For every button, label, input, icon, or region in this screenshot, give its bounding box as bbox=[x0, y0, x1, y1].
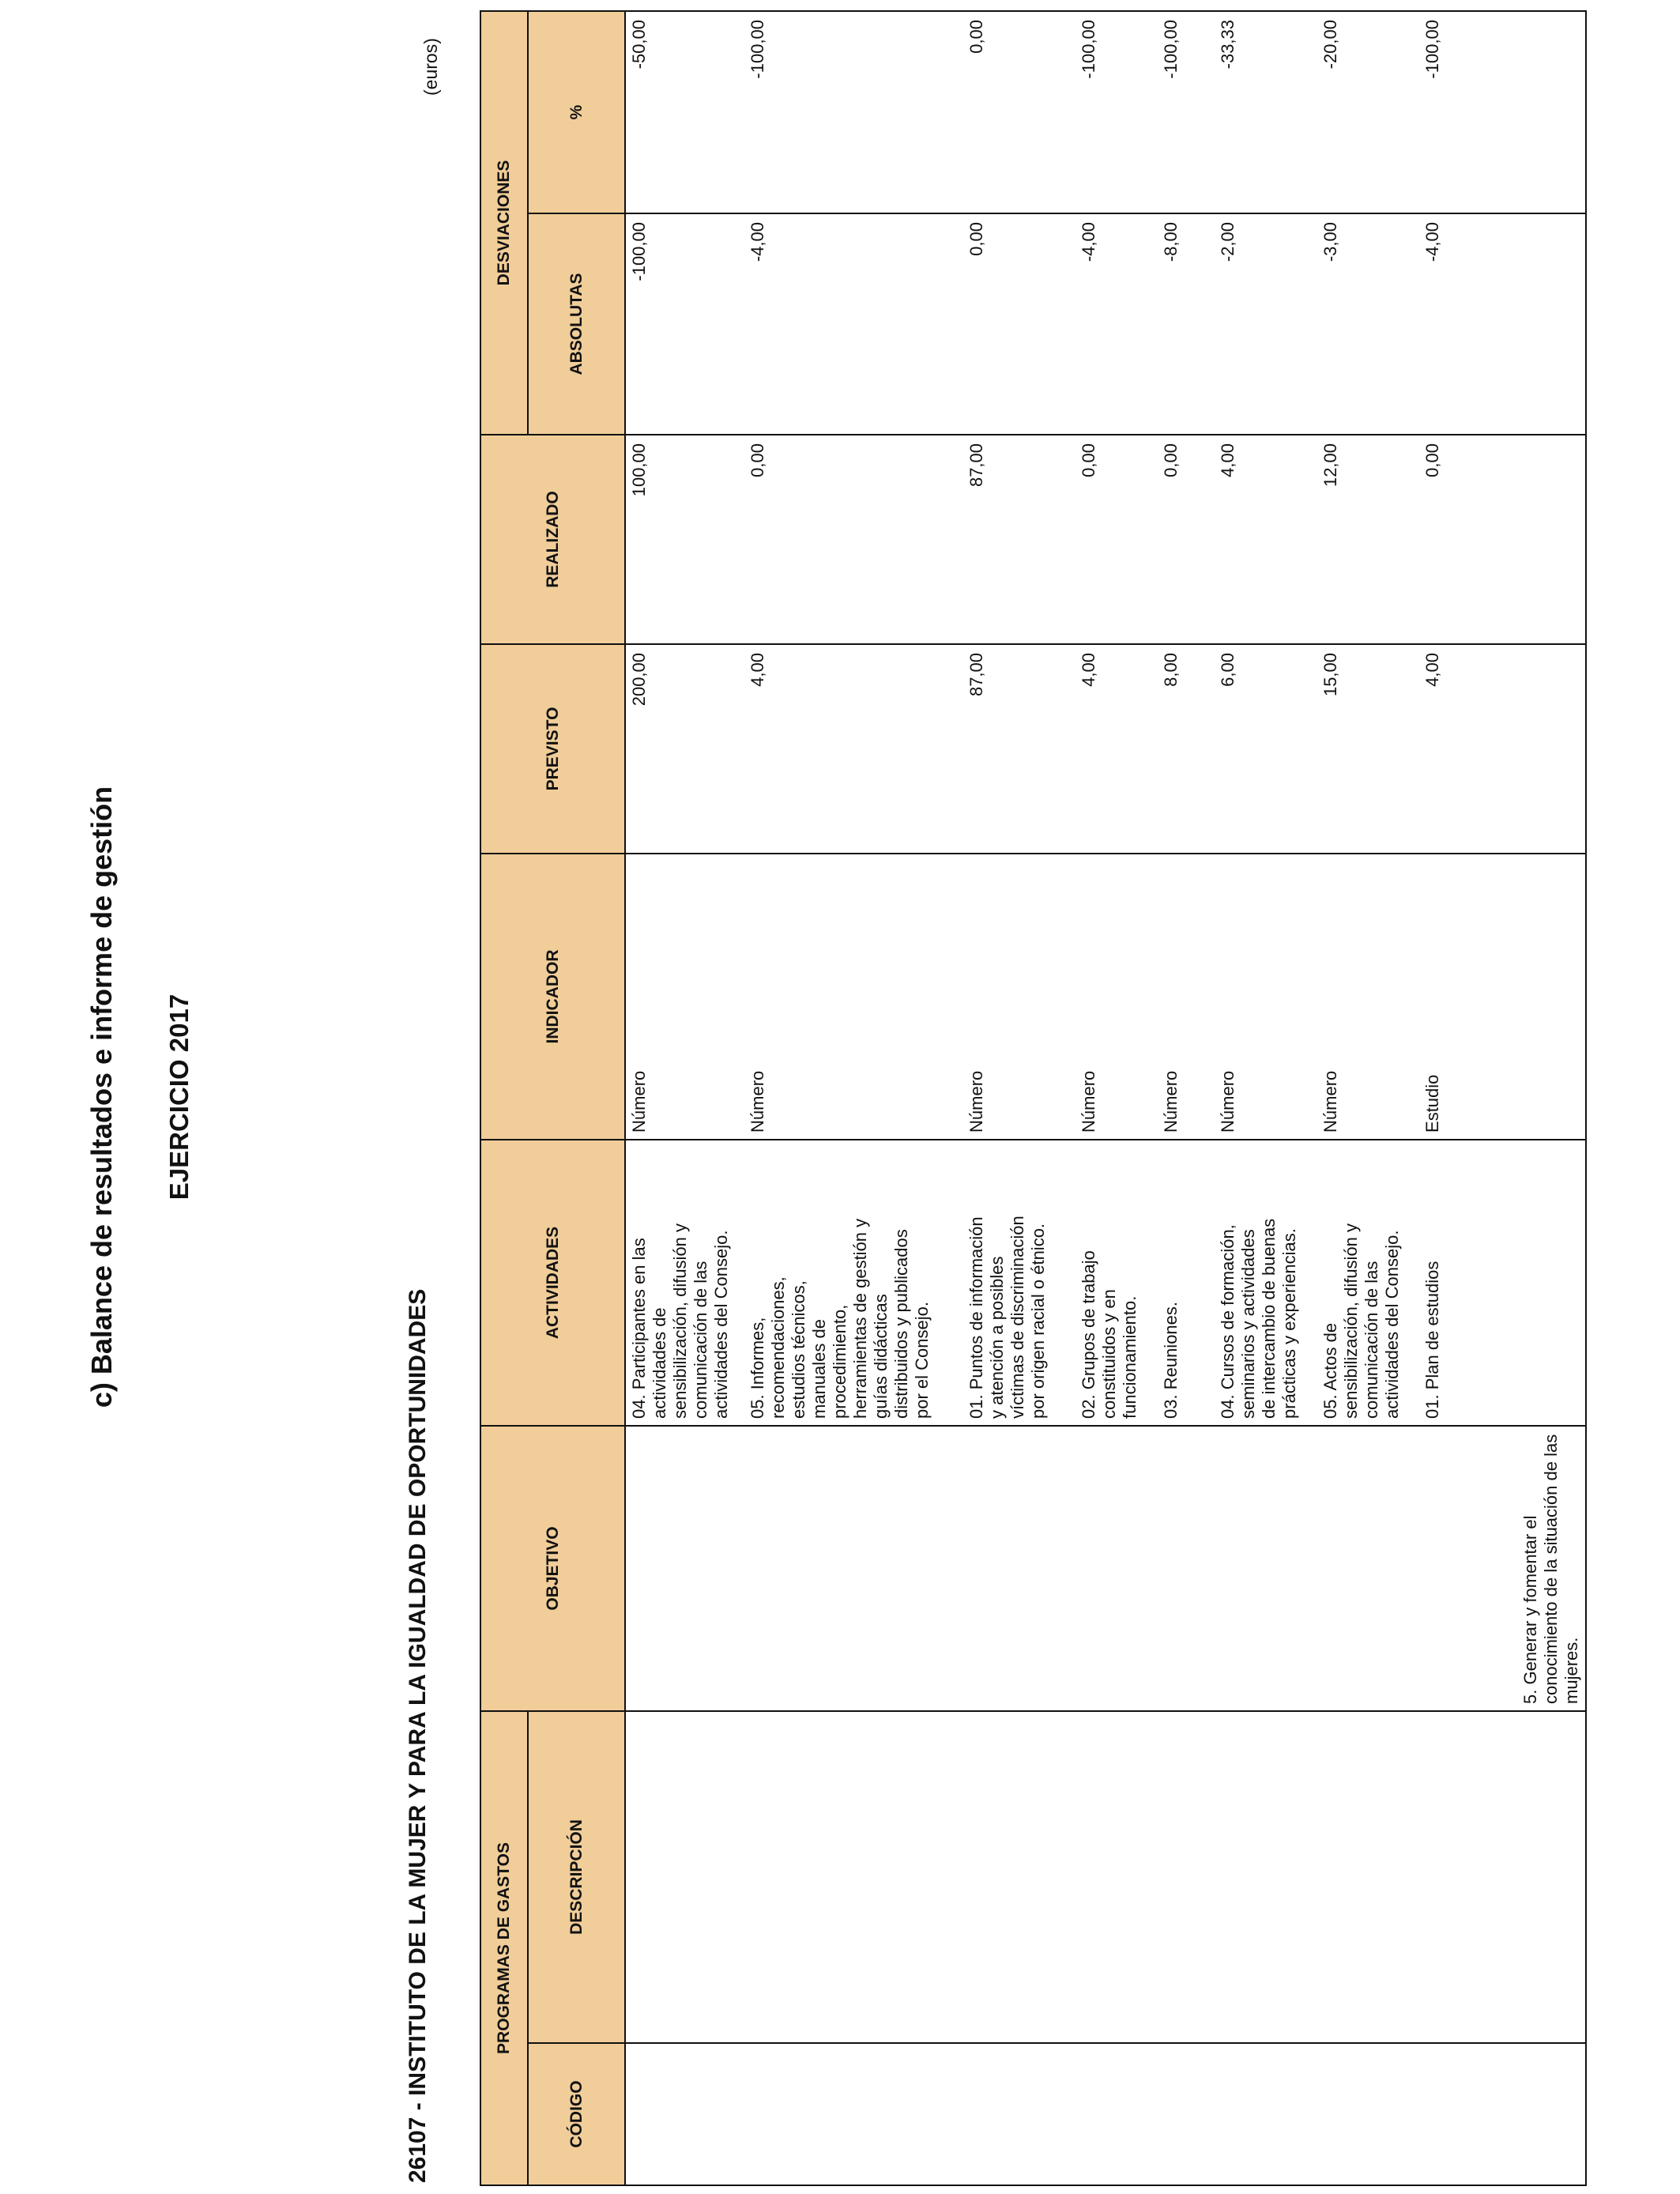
pct-value: -20,00 bbox=[1320, 19, 1340, 70]
realizado-value: 0,00 bbox=[748, 443, 767, 477]
previsto-value: 87,00 bbox=[966, 652, 986, 697]
col-header-pct: % bbox=[528, 11, 625, 213]
realizado-value: 100,00 bbox=[629, 443, 649, 497]
indicador-item: Número bbox=[748, 1070, 767, 1133]
previsto-value: 4,00 bbox=[1422, 652, 1442, 687]
previsto-cell bbox=[625, 644, 1586, 854]
col-header-actividades: ACTIVIDADES bbox=[480, 1140, 625, 1426]
previsto-value: 4,00 bbox=[748, 652, 767, 687]
realizado-cell bbox=[625, 435, 1586, 644]
indicador-item: Número bbox=[629, 1070, 649, 1133]
actividad-item: 01. Plan de estudios bbox=[1422, 1261, 1442, 1419]
col-header-codigo: CÓDIGO bbox=[528, 2043, 625, 2185]
absolutas-cell bbox=[625, 213, 1586, 435]
col-header-previsto: PREVISTO bbox=[480, 644, 625, 854]
previsto-value: 15,00 bbox=[1320, 652, 1340, 697]
previsto-value: 4,00 bbox=[1079, 652, 1098, 687]
absolutas-value: -100,00 bbox=[629, 221, 649, 281]
table-row bbox=[625, 11, 1586, 2185]
actividad-item: 03. Reuniones. bbox=[1161, 1301, 1181, 1419]
pct-value: -100,00 bbox=[1161, 19, 1181, 79]
previsto-value: 200,00 bbox=[629, 652, 649, 707]
pct-value: -33,33 bbox=[1218, 19, 1237, 70]
realizado-value: 87,00 bbox=[966, 443, 986, 488]
absolutas-value: -4,00 bbox=[1079, 221, 1098, 262]
absolutas-value: -2,00 bbox=[1218, 221, 1237, 262]
descripcion-cell bbox=[625, 1711, 1586, 2043]
col-header-indicador: INDICADOR bbox=[480, 854, 625, 1140]
absolutas-value: -8,00 bbox=[1161, 221, 1181, 262]
objetivo-text: 5. Generar y fomentar el conocimiento de la situación de las mujeres. bbox=[1520, 1434, 1581, 1704]
absolutas-value: -4,00 bbox=[748, 221, 767, 262]
pct-value: -100,00 bbox=[748, 19, 767, 79]
actividad-item: 01. Puntos de información y atención a posibles víctimas de discriminación por origen racial o étnico. bbox=[966, 1216, 1048, 1419]
col-header-objetivo: OBJETIVO bbox=[480, 1426, 625, 1711]
realizado-value: 0,00 bbox=[1161, 443, 1181, 477]
indicador-item: Número bbox=[1079, 1070, 1098, 1133]
actividad-item: 02. Grupos de trabajo constituidos y en funcionamiento. bbox=[1079, 1250, 1139, 1419]
col-header-absolutas: ABSOLUTAS bbox=[528, 213, 625, 435]
pct-value: -50,00 bbox=[629, 19, 649, 70]
indicador-item: Número bbox=[966, 1070, 986, 1133]
realizado-value: 12,00 bbox=[1320, 443, 1340, 488]
indicador-item: Número bbox=[1161, 1070, 1181, 1133]
realizado-value: 0,00 bbox=[1422, 443, 1442, 477]
page-title: c) Balance de resultados e informe de gestión bbox=[85, 786, 118, 1408]
actividades-cell bbox=[625, 1140, 1586, 1426]
previsto-value: 8,00 bbox=[1161, 652, 1181, 687]
indicador-item: Número bbox=[1320, 1070, 1340, 1133]
actividad-item: 04. Participantes en las actividades de sensibilización, difusión y comunicación de las actividades del Consejo. bbox=[629, 1223, 731, 1419]
actividad-item: 05. Informes, recomendaciones, estudios técnicos, manuales de procedimiento, herramientas de gestión y guías didácticas distribuidos y publicados por el Consejo. bbox=[748, 1218, 932, 1419]
previsto-value: 6,00 bbox=[1218, 652, 1237, 687]
realizado-value: 4,00 bbox=[1218, 443, 1237, 477]
pct-value: -100,00 bbox=[1079, 19, 1098, 79]
col-header-realizado: REALIZADO bbox=[480, 435, 625, 644]
entity-heading: 26107 - INSTITUTO DE LA MUJER Y PARA LA IGUALDAD DE OPORTUNIDADES bbox=[405, 1288, 431, 2183]
group-header-programas: PROGRAMAS DE GASTOS bbox=[480, 1711, 528, 2185]
indicador-item: Estudio bbox=[1422, 1074, 1442, 1133]
realizado-value: 0,00 bbox=[1079, 443, 1098, 477]
actividad-item: 05. Actos de sensibilización, difusión y comunicación de las actividades del Consejo. bbox=[1320, 1223, 1402, 1419]
indicador-item: Número bbox=[1218, 1070, 1237, 1133]
pct-value: -100,00 bbox=[1422, 19, 1442, 79]
pct-cell bbox=[625, 11, 1586, 213]
page-subtitle: EJERCICIO 2017 bbox=[164, 993, 194, 1201]
units-label: (euros) bbox=[420, 38, 441, 96]
absolutas-value: 0,00 bbox=[966, 221, 986, 256]
col-header-descripcion: DESCRIPCIÓN bbox=[528, 1711, 625, 2043]
codigo-cell bbox=[625, 2043, 1586, 2185]
indicador-cell bbox=[625, 854, 1586, 1140]
absolutas-value: -4,00 bbox=[1422, 221, 1442, 262]
pct-value: 0,00 bbox=[966, 19, 986, 54]
objetivo-cell bbox=[625, 1426, 1586, 1711]
actividad-item: 04. Cursos de formación, seminarios y actividades de intercambio de buenas prácticas y experiencias. bbox=[1218, 1218, 1299, 1419]
results-table bbox=[480, 10, 1587, 2186]
absolutas-value: -3,00 bbox=[1320, 221, 1340, 262]
group-header-desviaciones: DESVIACIONES bbox=[480, 11, 528, 435]
